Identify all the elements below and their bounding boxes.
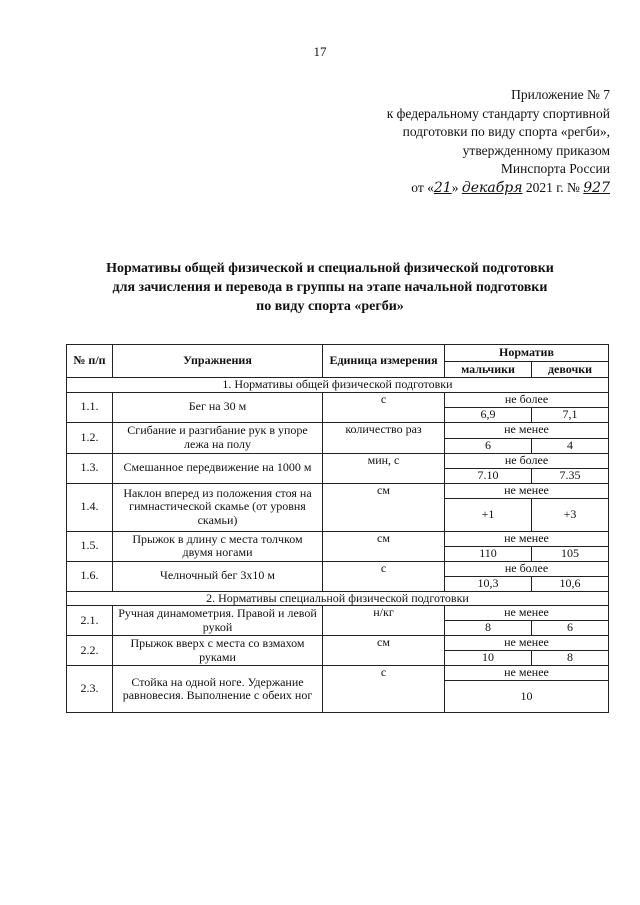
norm-boys: +1 (445, 498, 532, 531)
norm-condition: не менее (445, 636, 609, 651)
page-number: 17 (313, 44, 327, 59)
table-row: 1.1. Бег на 30 м с не более (67, 392, 609, 407)
header-num: № п/п (67, 345, 113, 378)
norm-girls: 6 (532, 621, 609, 636)
norm-boys: 10 (445, 651, 532, 666)
norms-table (66, 344, 609, 713)
table-row: 1.3. Смешанное передвижение на 1000 м мин, с не более (67, 453, 609, 468)
norm-girls: 7,1 (532, 407, 609, 422)
table-row: 1.2. Сгибание и разгибание рук в упоре лежа на полу количество раз не менее (67, 422, 609, 438)
norm-girls: 10,6 (532, 576, 609, 591)
norm-condition: не менее (445, 666, 609, 681)
section-row: 2. Нормативы специальной физической подготовки (67, 591, 609, 606)
document-title: Нормативы общей физической и специальной физической подготовки для зачисления и перевода в группы на этапе начальной подготовки по виду спорта «регби» (106, 261, 554, 314)
table-row: 2.1. Ручная динамометрия. Правой и левой рукой н/кг не менее (67, 606, 609, 621)
norm-boys: 8 (445, 621, 532, 636)
norm-girls: 7.35 (532, 468, 609, 483)
order-line: от «21» декабря 2021 г. № 927 (411, 179, 610, 196)
order-month: декабря (461, 179, 523, 196)
table-row: 2.3. Стойка на одной ноге. Удержание равновесия. Выполнение с обеих ног с не менее (67, 666, 609, 681)
norm-condition: не менее (445, 606, 609, 621)
appendix-block (320, 86, 610, 198)
norm-condition: не менее (445, 422, 609, 438)
appendix-title: Приложение № 7 (511, 87, 610, 102)
table-row: 1.5. Прыжок в длину с места толчком двумя ногами см не менее (67, 531, 609, 546)
norm-boys: 10,3 (445, 576, 532, 591)
order-number: 927 (583, 179, 610, 196)
header-girls: девочки (532, 362, 609, 378)
header-norm: Норматив (445, 345, 609, 362)
appendix-line: Минспорта России (500, 161, 610, 177)
norm-girls: 4 (532, 438, 609, 453)
norm-condition: не менее (445, 483, 609, 498)
table-row: 1.6. Челночный бег 3х10 м с не более (67, 561, 609, 576)
header-boys: мальчики (445, 362, 532, 378)
norm-boys: 110 (445, 546, 532, 561)
order-day: 21 (433, 179, 452, 196)
appendix-line: утвержденному приказом (462, 142, 610, 158)
section-row: 1. Нормативы общей физической подготовки (67, 378, 609, 393)
norm-condition: не более (445, 392, 609, 407)
appendix-line: к федеральному стандарту спортивной (386, 105, 610, 121)
appendix-line: подготовки по виду спорта «регби», (402, 124, 610, 140)
table-row: 1.4. Наклон вперед из положения стоя на гимнастической скамье (от уровня скамьи) см не менее (67, 483, 609, 498)
norm-boys: 6 (445, 438, 532, 453)
header-exercise: Упражнения (113, 345, 323, 378)
norm-boys: 6,9 (445, 407, 532, 422)
norm-condition: не менее (445, 531, 609, 546)
norm-condition: не более (445, 561, 609, 576)
table-row: 2.2. Прыжок вверх с места со взмахом руками см не менее (67, 636, 609, 651)
norm-both: 10 (445, 681, 609, 713)
norm-girls: 8 (532, 651, 609, 666)
norm-boys: 7.10 (445, 468, 532, 483)
order-year: 2021 г. № (525, 179, 580, 195)
norm-girls: +3 (532, 498, 609, 531)
header-unit: Единица измерения (323, 345, 445, 378)
norm-girls: 105 (532, 546, 609, 561)
norm-condition: не более (445, 453, 609, 468)
